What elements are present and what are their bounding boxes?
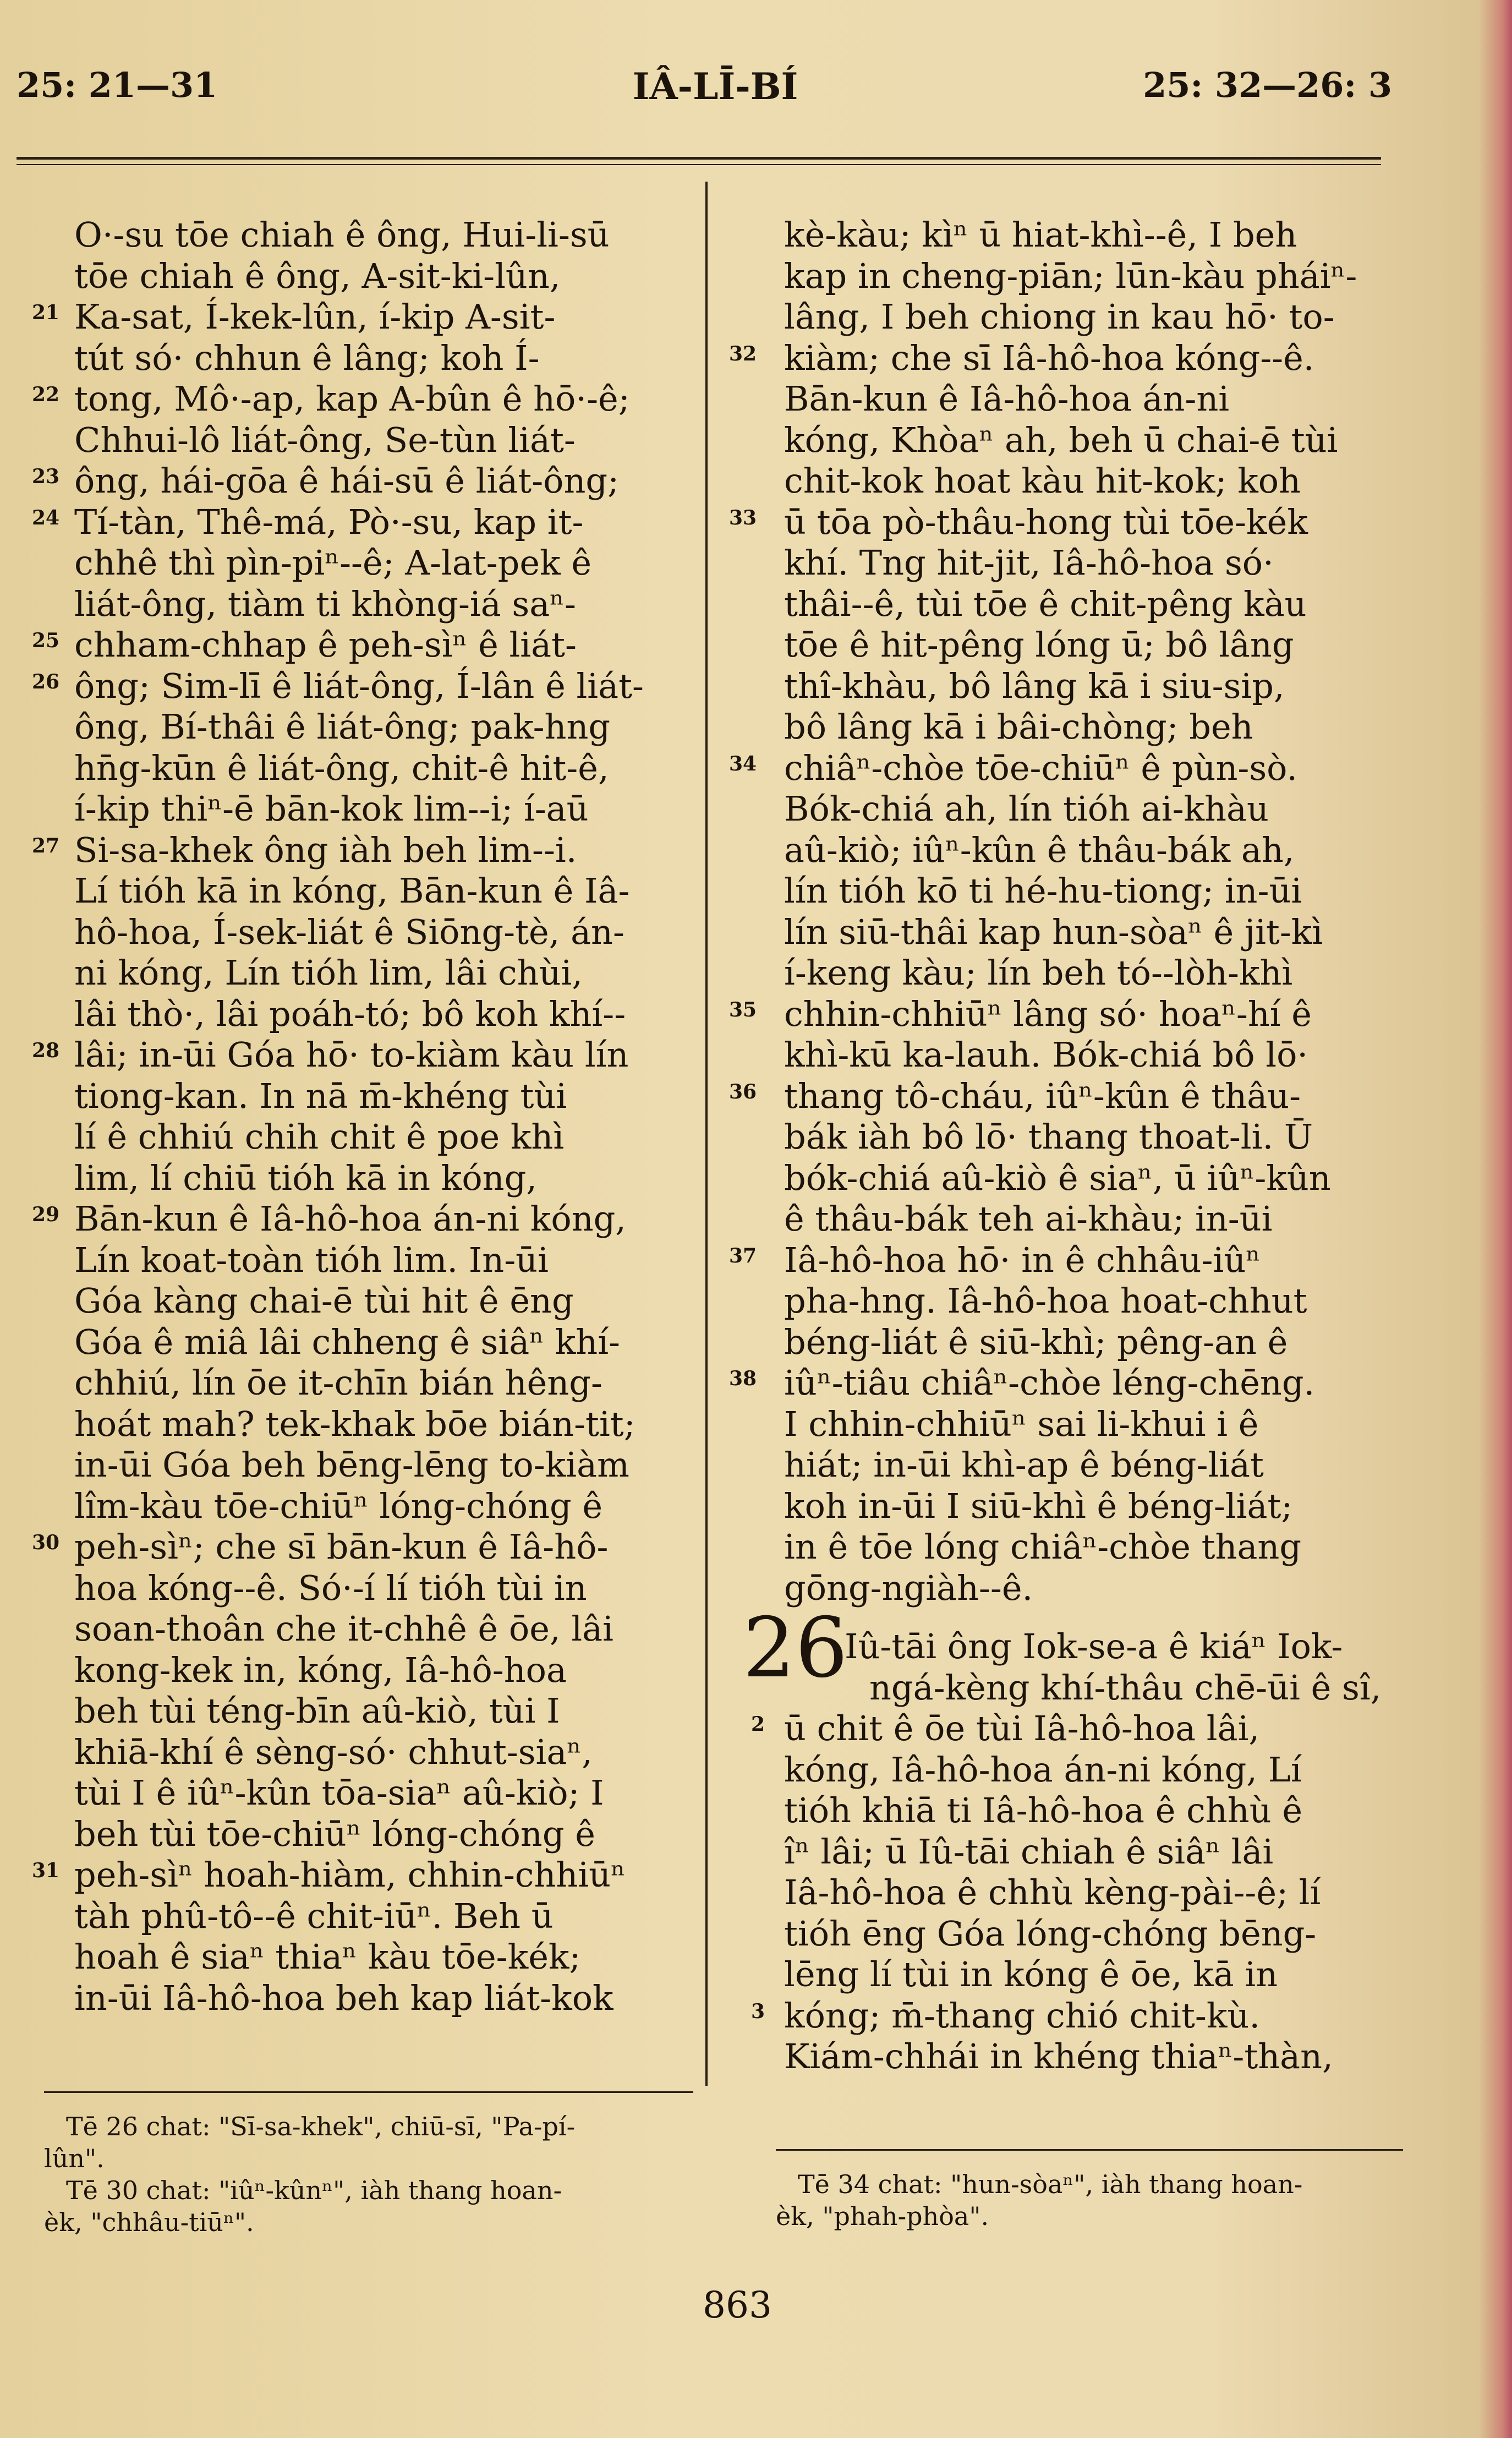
text-line: khì-kū ka-lauh. Bók-chiá bô lō· xyxy=(784,1035,1308,1075)
footnote-line: lûn". xyxy=(44,2144,105,2173)
text-line: ngá-kèng khí-thâu chē-ūi ê sî, xyxy=(869,1667,1382,1708)
text-line: ông; Sim-lī ê liát-ông, Í-lân ê liát- xyxy=(74,665,644,706)
text-line: ū tōa pò-thâu-hong tùi tōe-kék xyxy=(784,501,1308,542)
text-line: lâi thò·, lâi poáh-tó; bô koh khí-- xyxy=(74,993,626,1034)
footnotes-right xyxy=(776,2168,1409,2232)
text-line: bók-chiá aû-kiò ê siaⁿ, ū iûⁿ-kûn xyxy=(784,1157,1331,1198)
text-line: lín siū-thâi kap hun-sòaⁿ ê jit-kì xyxy=(784,911,1323,952)
text-line: beh tùi tōe-chiūⁿ lóng-chóng ê xyxy=(74,1813,595,1854)
text-line: chit-kok hoat kàu hit-kok; koh xyxy=(784,461,1301,501)
text-line: Kiám-chhái in khéng thiaⁿ-thàn, xyxy=(784,2036,1333,2076)
text-line: tióh khiā ti Iâ-hô-hoa ê chhù ê xyxy=(784,1790,1303,1830)
text-line: peh-sìⁿ; che sī bān-kun ê Iâ-hô- xyxy=(74,1527,609,1567)
verse-number: 26 xyxy=(32,670,60,693)
text-line: hoát mah? tek-khak bōe bián-tit; xyxy=(74,1403,636,1444)
text-line: chhin-chhiūⁿ lâng só· hoaⁿ-hí ê xyxy=(784,993,1312,1034)
header-right-reference: 25: 32—26: 3 xyxy=(1143,65,1392,105)
text-line: Iâ-hô-hoa hō· in ê chhâu-iûⁿ xyxy=(784,1239,1261,1280)
header-rule-thin xyxy=(17,164,1381,165)
verse-number: 36 xyxy=(729,1080,757,1103)
verse-number: 38 xyxy=(729,1367,757,1390)
text-line: chham-chhap ê peh-sìⁿ ê liát- xyxy=(74,625,577,665)
text-line: Lí tióh kā in kóng, Bān-kun ê Iâ- xyxy=(74,871,630,911)
header-left-reference: 25: 21—31 xyxy=(17,65,218,105)
left-column xyxy=(74,215,718,2019)
text-line: Bān-kun ê Iâ-hô-hoa án-ni xyxy=(784,379,1230,419)
text-line: hiát; in-ūi khì-ap ê béng-liát xyxy=(784,1445,1264,1485)
text-line: Iû-tāi ông Iok-se-a ê kiáⁿ Iok- xyxy=(845,1626,1343,1666)
verse-number: 30 xyxy=(32,1531,60,1554)
text-line: kóng, Khòaⁿ ah, beh ū chai-ē tùi xyxy=(784,419,1338,460)
right-column xyxy=(784,215,1406,1609)
text-line: Ka-sat, Í-kek-lûn, í-kip A-sit- xyxy=(74,297,556,337)
verse-number: 21 xyxy=(32,301,60,324)
text-line: tàh phû-tô--ê chit-iūⁿ. Beh ū xyxy=(74,1895,554,1936)
text-line: Iâ-hô-hoa ê chhù kèng-pài--ê; lí xyxy=(784,1872,1321,1912)
header-rule xyxy=(17,157,1381,160)
text-line: thâi--ê, tùi tōe ê chit-pêng kàu xyxy=(784,583,1307,624)
verse-number: 37 xyxy=(729,1244,757,1267)
text-line: hoah ê siaⁿ thiaⁿ kàu tōe-kék; xyxy=(74,1937,581,1977)
text-line: Chhui-lô liát-ông, Se-tùn liát- xyxy=(74,419,576,460)
text-line: chiâⁿ-chòe tōe-chiūⁿ ê pùn-sò. xyxy=(784,747,1298,788)
text-line: kè-kàu; kìⁿ ū hiat-khì--ê, I beh xyxy=(784,215,1297,255)
verse-number: 23 xyxy=(32,465,60,488)
text-line: soan-thoân che it-chhê ê ōe, lâi xyxy=(74,1609,613,1649)
text-line: thang tô-cháu, iûⁿ-kûn ê thâu- xyxy=(784,1075,1301,1116)
text-line: Tí-tàn, Thê-má, Pò·-su, kap it- xyxy=(74,501,584,542)
verse-number: 28 xyxy=(32,1039,60,1062)
verse-number: 32 xyxy=(729,342,757,365)
text-line: tōe chiah ê ông, A-sit-ki-lûn, xyxy=(74,255,561,296)
text-line: í-keng kàu; lín beh tó--lòh-khì xyxy=(784,953,1293,993)
text-line: iûⁿ-tiâu chiâⁿ-chòe léng-chēng. xyxy=(784,1363,1315,1403)
text-line: beh tùi téng-bīn aû-kiò, tùi I xyxy=(74,1691,560,1731)
text-line: thî-khàu, bô lâng kā i siu-sip, xyxy=(784,665,1285,706)
text-line: lâng, I beh chiong in kau hō· to- xyxy=(784,297,1335,337)
text-line: khí. Tng hit-jit, Iâ-hô-hoa só· xyxy=(784,543,1274,583)
text-line: kap in cheng-piān; lūn-kàu pháiⁿ- xyxy=(784,255,1357,296)
text-line: I chhin-chhiūⁿ sai li-khui i ê xyxy=(784,1403,1259,1444)
chapter-26-text xyxy=(784,1626,1406,2078)
text-line: gōng-ngiàh--ê. xyxy=(784,1567,1033,1608)
verse-number: 3 xyxy=(751,1999,765,2023)
page-edge-stain xyxy=(1479,0,1512,2438)
footnote-line: Tē 30 chat: "iûⁿ-kûnⁿ", iàh thang hoan- xyxy=(66,2175,562,2205)
text-line: chhê thì pìn-piⁿ--ê; A-lat-pek ê xyxy=(74,543,592,583)
text-line: lîm-kàu tōe-chiūⁿ lóng-chóng ê xyxy=(74,1485,603,1526)
text-line: bák iàh bô lō· thang thoat-li. Ū xyxy=(784,1117,1313,1157)
text-line: Góa kàng chai-ē tùi hit ê ēng xyxy=(74,1281,574,1321)
text-line: tiong-kan. In nā m̄-khéng tùi xyxy=(74,1075,567,1116)
text-line: lim, lí chiū tióh kā in kóng, xyxy=(74,1157,537,1198)
verse-number: 22 xyxy=(32,383,60,406)
text-line: lâi; in-ūi Góa hō· to-kiàm kàu lín xyxy=(74,1035,629,1075)
text-line: in ê tōe lóng chiâⁿ-chòe thang xyxy=(784,1527,1302,1567)
footnote-rule-left xyxy=(44,2091,693,2093)
text-line: ni kóng, Lín tióh lim, lâi chùi, xyxy=(74,953,583,993)
text-line: ū chit ê ōe tùi Iâ-hô-hoa lâi, xyxy=(784,1708,1260,1748)
chapter-number: 26 xyxy=(743,1600,848,1696)
text-line: ông, hái-gōa ê hái-sū ê liát-ông; xyxy=(74,461,619,501)
text-line: ê thâu-bák teh ai-khàu; in-ūi xyxy=(784,1199,1273,1239)
text-line: bô lâng kā i bâi-chòng; beh xyxy=(784,707,1253,747)
text-line: hô-hoa, Í-sek-liát ê Siōng-tè, án- xyxy=(74,911,624,952)
text-line: pha-hng. Iâ-hô-hoa hoat-chhut xyxy=(784,1281,1307,1321)
text-line: hn̄g-kūn ê liát-ông, chit-ê hit-ê, xyxy=(74,747,609,788)
text-line: lēng lí tùi in kóng ê ōe, kā in xyxy=(784,1954,1278,1994)
verse-number: 2 xyxy=(751,1713,765,1736)
verse-number: 25 xyxy=(32,629,60,652)
text-line: kóng; m̄-thang chió chit-kù. xyxy=(784,1995,1261,2036)
book-title: IÂ-LĪ-BÍ xyxy=(632,65,798,108)
text-line: béng-liát ê siū-khì; pêng-an ê xyxy=(784,1321,1288,1362)
text-line: í-kip thiⁿ-ē bān-kok lim--i; í-aū xyxy=(74,789,589,829)
text-line: Góa ê miâ lâi chheng ê siâⁿ khí- xyxy=(74,1321,620,1362)
text-line: tong, Mô·-ap, kap A-bûn ê hō·-ê; xyxy=(74,379,630,419)
text-line: kong-kek in, kóng, Iâ-hô-hoa xyxy=(74,1649,567,1690)
footnote-rule-right xyxy=(776,2149,1403,2151)
text-line: koh in-ūi I siū-khì ê béng-liát; xyxy=(784,1485,1293,1526)
text-line: Lín koat-toàn tióh lim. In-ūi xyxy=(74,1239,549,1280)
text-line: in-ūi Góa beh bēng-lēng to-kiàm xyxy=(74,1445,629,1485)
text-line: Bók-chiá ah, lín tióh ai-khàu xyxy=(784,789,1269,829)
text-line: kiàm; che sī Iâ-hô-hoa kóng--ê. xyxy=(784,337,1314,378)
text-line: tōe ê hit-pêng lóng ū; bô lâng xyxy=(784,625,1294,665)
text-line: îⁿ lâi; ū Iû-tāi chiah ê siâⁿ lâi xyxy=(784,1831,1274,1872)
text-line: in-ūi Iâ-hô-hoa beh kap liát-kok xyxy=(74,1977,613,2018)
verse-number: 27 xyxy=(32,834,60,857)
footnote-line: èk, "phah-phòa". xyxy=(776,2201,989,2231)
text-line: tùi I ê iûⁿ-kûn tōa-siaⁿ aû-kiò; I xyxy=(74,1773,604,1813)
verse-number: 34 xyxy=(729,752,757,775)
footnote-line: Tē 34 chat: "hun-sòaⁿ", iàh thang hoan- xyxy=(798,2169,1303,2199)
text-line: tút só· chhun ê lâng; koh Í- xyxy=(74,337,540,378)
text-line: lí ê chhiú chih chit ê poe khì xyxy=(74,1117,565,1157)
text-line: ông, Bí-thâi ê liát-ông; pak-hng xyxy=(74,707,611,747)
text-line: Si-sa-khek ông iàh beh lim--i. xyxy=(74,829,577,870)
verse-number: 29 xyxy=(32,1203,60,1226)
text-line: liát-ông, tiàm ti khòng-iá saⁿ- xyxy=(74,583,576,624)
footnote-line: èk, "chhâu-tiūⁿ". xyxy=(44,2207,254,2237)
text-line: lín tióh kō ti hé-hu-tiong; in-ūi xyxy=(784,871,1302,911)
verse-number: 35 xyxy=(729,998,757,1021)
footnote-line: Tē 26 chat: "Sī-sa-khek", chiū-sī, "Pa-pí- xyxy=(66,2112,576,2141)
text-line: tióh ēng Góa lóng-chóng bēng- xyxy=(784,1913,1317,1954)
text-line: kóng, Iâ-hô-hoa án-ni kóng, Lí xyxy=(784,1749,1302,1790)
page-number: 863 xyxy=(703,2284,772,2326)
text-line: hoa kóng--ê. Só·-í lí tióh tùi in xyxy=(74,1567,587,1608)
text-line: peh-sìⁿ hoah-hiàm, chhin-chhiūⁿ xyxy=(74,1855,626,1895)
running-header xyxy=(17,65,1392,125)
footnotes-left xyxy=(44,2111,704,2238)
text-line: khiā-khí ê sèng-só· chhut-siaⁿ, xyxy=(74,1731,593,1772)
text-line: O·-su tōe chiah ê ông, Hui-li-sū xyxy=(74,215,610,255)
verse-number: 24 xyxy=(32,506,60,529)
text-line: aû-kiò; iûⁿ-kûn ê thâu-bák ah, xyxy=(784,829,1295,870)
verse-number: 33 xyxy=(729,506,757,529)
text-line: Bān-kun ê Iâ-hô-hoa án-ni kóng, xyxy=(74,1199,627,1239)
verse-number: 31 xyxy=(32,1859,60,1882)
text-line: chhiú, lín ōe it-chīn bián hêng- xyxy=(74,1363,602,1403)
